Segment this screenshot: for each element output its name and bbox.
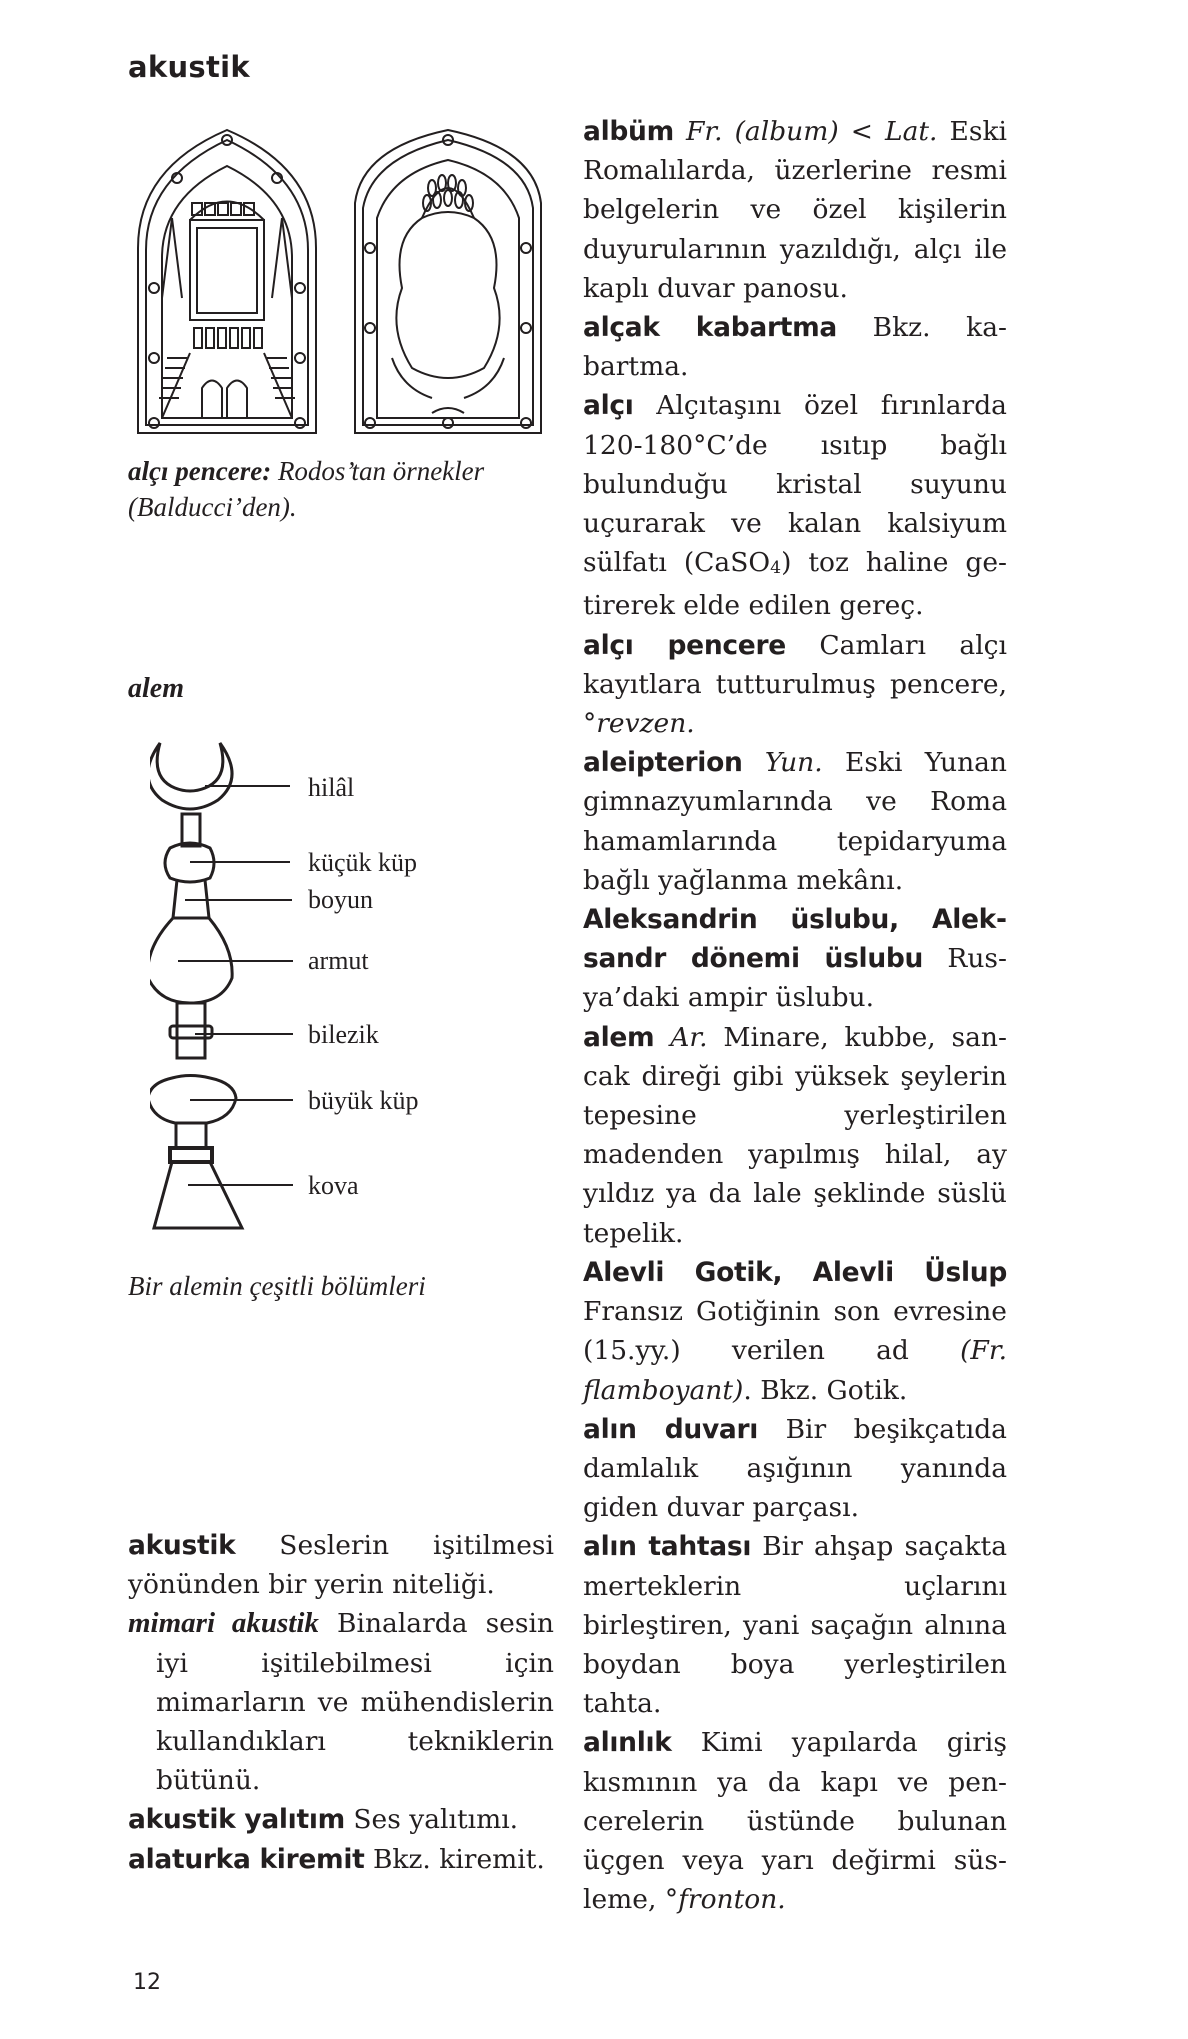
definition: Binalarda sesin iyi işitilebilmesi için mimarların ve mühendislerin kullandıkları tekniklerin bütünü. [156, 1608, 554, 1797]
alem-label-armut: armut [308, 946, 369, 975]
headword: alçak kabartma [583, 312, 837, 344]
definition: Bir beşikçatıda damlalık aşığının yanında giden duvar parçası. [583, 1413, 1007, 1524]
entry-alin-tahtasi [583, 1527, 1007, 1723]
headword: alçı pencere [583, 629, 786, 661]
caption-text: Rodos’tan örnekler (Balducci’den). [128, 456, 485, 522]
headword: Aleksandrin üslubu, Aleksandr dönemi üslubu [583, 904, 1007, 975]
entry-akustik-yalitim [128, 1800, 554, 1839]
crescent-shape [150, 743, 232, 809]
entry-alci [583, 386, 1007, 625]
definition: Kimi yapılarda giriş kısmının ya da kapı ve pencerelerin üstünde bulunan üçgen veya yarı değirmi süsleme, [583, 1727, 1007, 1916]
entry-mimari-akustik [128, 1604, 554, 1800]
alem-label-kucuk-kup: küçük küp [308, 848, 418, 877]
pointed-window-drawing [138, 130, 316, 433]
alem-label-hilal: hilâl [308, 773, 355, 802]
definition: Seslerin işitilmesi yönünden bir yerin niteliği. [128, 1530, 554, 1601]
etymology: Ar. [670, 1021, 708, 1053]
headword: alınlık [583, 1727, 672, 1759]
alem-diagram [150, 738, 480, 1238]
cross-reference: °revzen. [583, 708, 695, 740]
definition: Fransız Gotiğinin son evresine (15.yy.) verilen ad [583, 1296, 1007, 1367]
definition: Rusya’daki ampir üslubu. [583, 943, 1007, 1014]
windows-figure-caption [128, 453, 558, 525]
entry-alin-duvari [583, 1410, 1007, 1528]
entry-aleipterion [583, 743, 1007, 900]
alem-label-kova: kova [308, 1171, 359, 1200]
sub-headword: mimari akustik [128, 1607, 319, 1640]
definition: Bkz. kiremit. [372, 1843, 545, 1875]
cross-reference: °fronton. [664, 1884, 786, 1916]
definition: Bir ahşap saçakta merteklerin uçlarını birleştiren, yani saçağın alnına boydan boya yerleştirilen tahta. [583, 1531, 1007, 1720]
headword: albüm [583, 116, 674, 147]
entry-alcak-kabartma [583, 308, 1007, 386]
subscript: 4 [770, 558, 782, 579]
etymology: Fr. (album) < Lat. [685, 116, 938, 147]
entry-alevli-gotik [583, 1253, 1007, 1410]
headword: alçı [583, 390, 634, 422]
headword: alaturka kiremit [128, 1843, 365, 1875]
definition: Camları alçı kayıtlara tutturulmuş pencere, [583, 629, 1007, 700]
headword: alın tahtası [583, 1531, 752, 1563]
right-column [583, 112, 1007, 1919]
definition: Eski Romalılarda, üzerlerine resmi belgelerin ve özel kişilerin duyurularının yazıldığı, alçı ile kaplı duvar panosu. [583, 116, 1007, 304]
caption-term: alçı pencere: [128, 456, 272, 486]
entry-album [583, 112, 1007, 308]
headword: alın duvarı [583, 1413, 759, 1445]
entry-alaturka-kiremit [128, 1840, 554, 1879]
etymology: Yun. [764, 747, 823, 779]
alem-label-bilezik: bilezik [308, 1020, 379, 1049]
arched-window-drawing [355, 130, 541, 433]
page-number: 12 [133, 1970, 161, 1995]
headword: Alevli Gotik, Alevli Üslup [583, 1256, 1007, 1288]
headword: aleipterion [583, 747, 743, 779]
definition: Alçıtaşını özel fırınlarda 120-180°C’de ısıtıp bağlı bulunduğu kristal suyunu uçurarak ve kalan kalsiyum sülfatı (CaSO [583, 390, 1007, 579]
definition-cont: ) toz haline getirerek elde edilen gereç. [583, 547, 1008, 622]
etymology: (Fr. flamboyant) [583, 1335, 1007, 1406]
alem-label-buyuk-kup: büyük küp [308, 1086, 419, 1115]
definition: Minare, kubbe, sancak direği gibi yüksek şeylerin tepesine yerleştirilen madenden yapılmış hilal, ay yıldız ya da lale şeklinde süslü tepelik. [583, 1021, 1007, 1249]
entry-alci-pencere [583, 626, 1007, 744]
entry-alem [583, 1018, 1007, 1253]
entry-aleksandrin-uslubu [583, 900, 1007, 1018]
entry-alinlik [583, 1723, 1007, 1919]
alem-figure-title: alem [128, 673, 184, 704]
running-head: akustik [128, 50, 250, 84]
headword: akustik yalıtım [128, 1804, 345, 1836]
entry-akustik [128, 1526, 554, 1604]
alem-label-boyun: boyun [308, 885, 373, 914]
headword: alem [583, 1021, 655, 1053]
plaster-windows-illustration [132, 128, 542, 438]
headword: akustik [128, 1530, 236, 1561]
alem-figure-caption: Bir alemin çeşitli bölümleri [128, 1271, 426, 1301]
alem-drawing [150, 743, 242, 1228]
definition: Ses yalıtımı. [353, 1804, 519, 1836]
definition-cont: . Bkz. Gotik. [743, 1374, 908, 1406]
definition: Bkz. kabartma. [583, 312, 1007, 383]
definition: Eski Yunan gimnazyumlarında ve Roma hamamlarında tepidaryuma bağlı yağlanma mekânı. [583, 747, 1007, 896]
left-column [128, 1526, 554, 1879]
